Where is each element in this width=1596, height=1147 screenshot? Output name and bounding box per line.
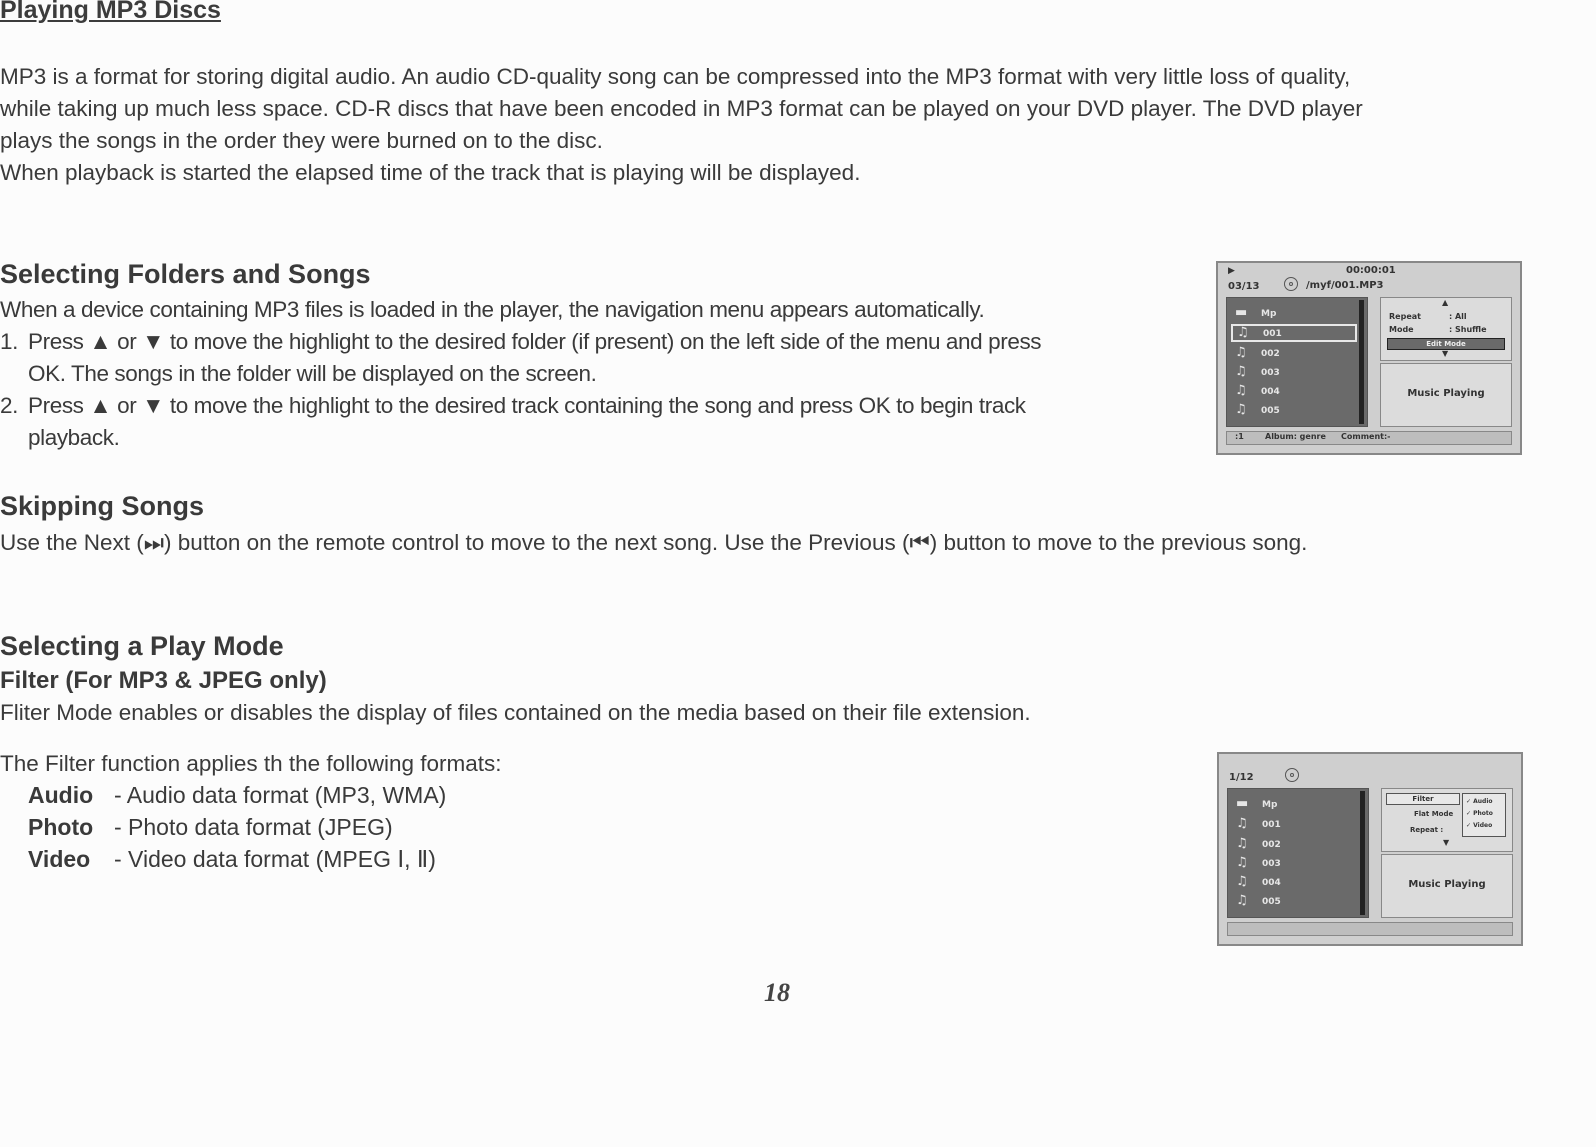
step-2-line-1 (0, 390, 1041, 422)
status-bar (1227, 922, 1513, 936)
repeat-label: Repeat : (1410, 826, 1444, 834)
intro-line: When playback is started the elapsed time of the track that is playing will be displayed. (0, 160, 861, 185)
music-playing-label: Music Playing (1408, 879, 1486, 890)
check-photo: ✓ Photo (1466, 810, 1493, 817)
step-2-line-2 (0, 422, 1041, 454)
status-number: :1 (1235, 432, 1244, 441)
mode-value: : Shuffle (1449, 325, 1487, 334)
folders-heading: Selecting Folders and Songs (0, 259, 371, 289)
music-note-icon: ♫ (1235, 345, 1247, 360)
music-playing-panel (1380, 363, 1512, 427)
list-item-selected: ♫ 001 (1231, 324, 1357, 342)
navigation-menu-screenshot (1216, 261, 1522, 455)
filter-label: Filter (1386, 793, 1460, 805)
format-desc: - Video data format (MPEG Ⅰ, Ⅱ) (114, 846, 436, 872)
intro-paragraph (0, 61, 1363, 189)
step-1-line-2 (0, 358, 1041, 390)
step-number: 2. (0, 393, 18, 418)
formats-list (28, 779, 446, 875)
step-number: 1. (0, 329, 18, 354)
up-arrow-icon: ▲ (1442, 298, 1449, 307)
file-list (1226, 297, 1368, 427)
music-playing-panel (1381, 854, 1513, 918)
folder-icon: ▬ (1236, 796, 1249, 811)
disc-icon (1284, 277, 1298, 291)
playmode-heading: Selecting a Play Mode (0, 631, 284, 661)
step-text: Press ▲ or ▼ to move the highlight to the desired folder (if present) on the left side of the menu and press (28, 329, 1042, 354)
file-path: /myf/001.MP3 (1306, 280, 1384, 291)
list-item: ♫ 004 (1231, 382, 1357, 400)
intro-line: MP3 is a format for storing digital audio. An audio CD-quality song can be compressed into the MP3 format with very little loss of quality, (0, 64, 1351, 89)
step-text: Press ▲ or ▼ to move the highlight to the desired track containing the song and press OK to begin track (28, 393, 1026, 418)
repeat-label: Repeat (1389, 312, 1421, 321)
list-item: ♫ 003 (1232, 854, 1358, 872)
intro-line: plays the songs in the order they were burned on to the disc. (0, 128, 603, 153)
list-item: ♫ 002 (1232, 835, 1358, 853)
step-text: playback. (28, 425, 120, 450)
format-item (28, 843, 446, 875)
music-note-icon: ♫ (1236, 836, 1248, 851)
format-item (28, 779, 446, 811)
step-text: OK. The songs in the folder will be displayed on the screen. (28, 361, 597, 386)
track-counter: 03/13 (1228, 281, 1260, 292)
filter-applies: The Filter function applies th the following formats: (0, 751, 502, 776)
track-counter: 1/12 (1229, 772, 1254, 783)
folders-body (0, 294, 1041, 454)
down-arrow-icon: ▼ (1443, 838, 1450, 847)
music-note-icon: ♫ (1236, 855, 1248, 870)
list-item: ♫ 004 (1232, 873, 1358, 891)
music-note-icon: ♫ (1237, 325, 1249, 340)
filter-checklist (1462, 793, 1506, 837)
format-name: Video (28, 846, 91, 872)
intro-line: while taking up much less space. CD-R discs that have been encoded in MP3 format can be played on your DVD player. The DVD player (0, 96, 1363, 121)
page-title: Playing MP3 Discs (0, 0, 221, 24)
music-note-icon: ♫ (1235, 402, 1247, 417)
format-desc: - Audio data format (MP3, WMA) (114, 782, 447, 808)
filter-panel (1381, 788, 1513, 852)
edit-mode-button: Edit Mode (1387, 338, 1505, 350)
check-audio: ✓ Audio (1466, 798, 1493, 805)
disc-icon (1285, 768, 1299, 782)
step-1-line-1 (0, 326, 1041, 358)
folder-icon: ▬ (1235, 305, 1248, 320)
flat-mode-label: Flat Mode (1414, 810, 1454, 818)
list-item: ♫ 005 (1232, 892, 1358, 910)
music-note-icon: ♫ (1236, 893, 1248, 908)
play-mode-panel (1380, 297, 1512, 361)
format-item (28, 811, 446, 843)
music-note-icon: ♫ (1236, 874, 1248, 889)
skipping-heading: Skipping Songs (0, 491, 205, 521)
filter-menu-screenshot (1217, 752, 1523, 946)
filter-text: Fliter Mode enables or disables the display of files contained on the media based on their file extension. (0, 700, 1031, 725)
elapsed-time: 00:00:01 (1346, 265, 1396, 276)
list-item: ♫ 002 (1231, 344, 1357, 362)
scrollbar (1359, 300, 1364, 424)
list-item: ♫ 005 (1231, 401, 1357, 419)
play-icon: ▶ (1228, 266, 1235, 276)
list-item: ♫ 003 (1231, 363, 1357, 381)
list-item: ♫ 001 (1232, 815, 1358, 833)
format-desc: - Photo data format (JPEG) (114, 814, 393, 840)
mode-label: Mode (1389, 325, 1414, 334)
music-note-icon: ♫ (1236, 816, 1248, 831)
music-playing-label: Music Playing (1407, 388, 1485, 399)
filter-subheading: Filter (For MP3 & JPEG only) (0, 667, 327, 694)
status-album: Album: genre (1265, 432, 1326, 441)
list-item: ▬ Mp (1231, 304, 1357, 322)
skipping-text: Use the Next (⏭) button on the remote control to move to the next song. Use the Previous (⏮) button to move to the previous song. (0, 530, 1308, 555)
folders-text: When a device containing MP3 files is loaded in the player, the navigation menu appears automatically. (0, 297, 985, 322)
format-name: Photo (28, 814, 94, 840)
file-list (1227, 788, 1369, 918)
scrollbar (1360, 791, 1365, 915)
format-name: Audio (28, 782, 94, 808)
down-arrow-icon: ▼ (1442, 349, 1449, 358)
check-video: ✓ Video (1466, 822, 1493, 829)
music-note-icon: ♫ (1235, 383, 1247, 398)
repeat-value: : All (1449, 312, 1467, 321)
status-comment: Comment:- (1341, 432, 1391, 441)
status-bar (1226, 431, 1512, 445)
page-number: 18 (764, 978, 790, 1007)
list-item: ▬ Mp (1232, 795, 1358, 813)
music-note-icon: ♫ (1235, 364, 1247, 379)
